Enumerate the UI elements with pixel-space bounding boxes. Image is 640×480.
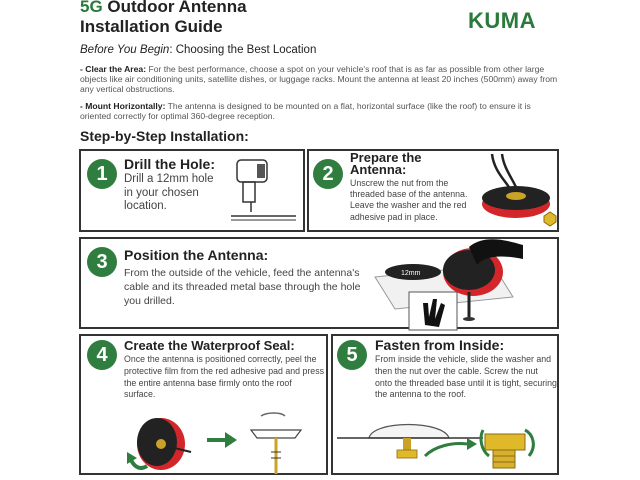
- step-body: Drill a 12mm hole in your chosen location.: [124, 173, 214, 212]
- step-number: 1: [87, 159, 117, 189]
- step-2-card: [307, 149, 559, 232]
- step-body: Unscrew the nut from the threaded base of the antenna. Leave the washer and the red adhesive pad in place.: [350, 178, 468, 222]
- title-line2: Installation Guide: [80, 17, 223, 36]
- intro-clear-area: [80, 64, 560, 95]
- intro-text: The antenna is designed to be mounted on a flat, horizontal surface (like the roof) to ensure it is oriented correctly for optimal 360-degree reception.: [80, 101, 531, 122]
- step-number: 5: [337, 340, 367, 370]
- step-body: From the outside of the vehicle, feed the antenna's cable and its threaded metal base through the hole you drilled.: [124, 267, 361, 307]
- step-title: Create the Waterproof Seal:: [124, 338, 295, 353]
- step-title: Fasten from Inside:: [375, 337, 505, 353]
- step-body: Once the antenna is positioned correctly, peel the protective film from the red adhesive pad and press the entire antenna base firmly onto the roof surface.: [124, 354, 324, 400]
- subtitle-italic: Before You Begin: [80, 44, 170, 56]
- subtitle: [80, 44, 316, 56]
- steps-title: Step-by-Step Installation:: [80, 128, 249, 144]
- brand-logo: KUMA: [468, 8, 536, 33]
- fasten-illustration: [333, 416, 559, 478]
- intro-mount-horizontally: [80, 101, 560, 121]
- step-title: Drill the Hole:: [124, 156, 216, 172]
- step-title: Position the Antenna:: [124, 247, 269, 263]
- page-title: [80, 0, 247, 37]
- step-number: 4: [87, 340, 117, 370]
- step-number: 3: [87, 247, 117, 277]
- step-1-card: [79, 149, 305, 232]
- hole-label: 12mm: [401, 270, 421, 277]
- step-number: 2: [313, 159, 343, 189]
- intro-text: For the best performance, choose a spot on your vehicle's roof that is as far as possible from other large objects like air conditioning units, satellite dishes, or luggage racks. Mount the antenna at least 20 inches (500mm) away from any vertical obstructions.: [80, 64, 558, 95]
- antenna-nut-icon: [472, 152, 562, 232]
- drill-icon: [221, 154, 301, 229]
- intro-label: - Clear the Area:: [80, 64, 147, 74]
- step-title: Prepare the Antenna:: [350, 150, 422, 177]
- feed-cable-illustration: [373, 237, 553, 329]
- title-line1: Outdoor Antenna: [102, 0, 247, 16]
- seal-illustration: [121, 408, 361, 478]
- step-4-card: [79, 334, 328, 475]
- subtitle-rest: : Choosing the Best Location: [169, 44, 317, 56]
- step-3-card: [79, 237, 559, 329]
- step-body: From inside the vehicle, slide the washer and then the nut over the cable. Screw the nut onto the threaded base until it is tight, securing the antenna to the roof.: [375, 354, 557, 400]
- intro-label: - Mount Horizontally:: [80, 101, 166, 111]
- title-accent: 5G: [80, 0, 103, 16]
- step-5-card: [331, 334, 559, 475]
